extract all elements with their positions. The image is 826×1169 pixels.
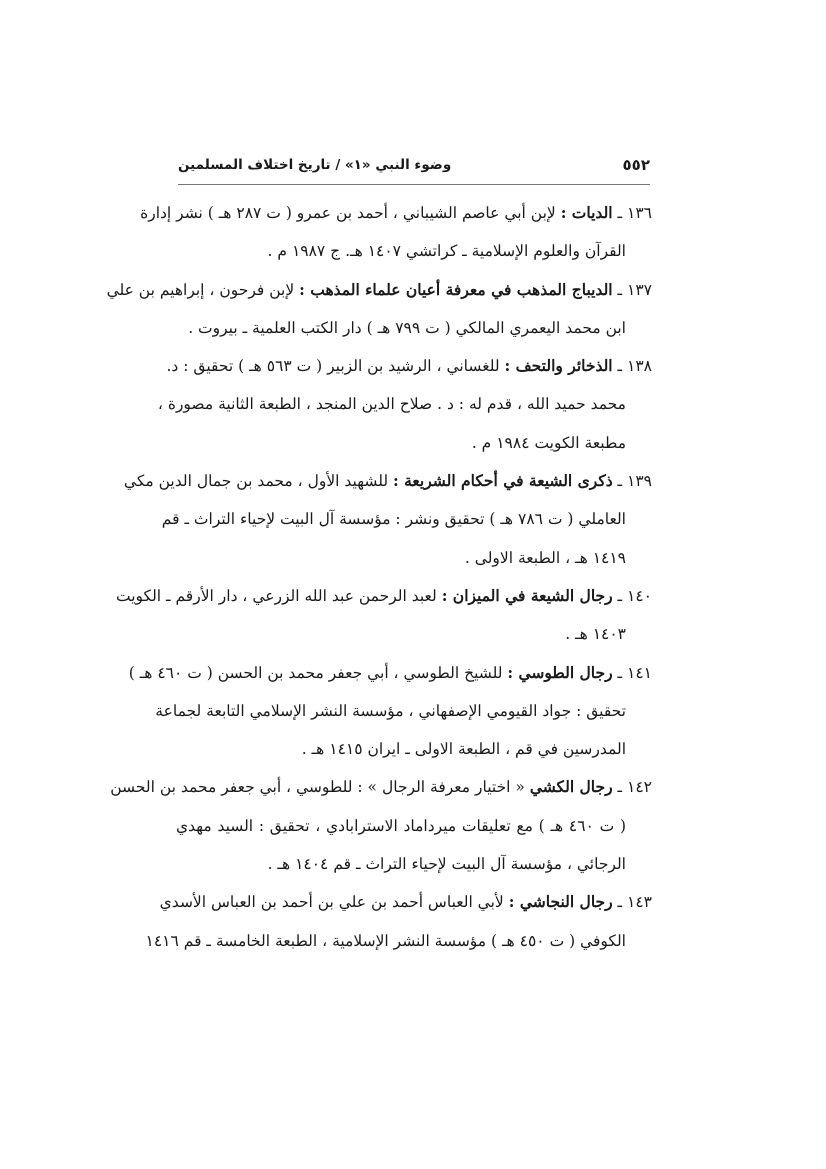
- entry-line: الرجائي ، مؤسسة آل البيت لإحياء التراث ـ قم ١٤٠٤ هـ .: [267, 855, 626, 874]
- entry-text: لعبد الرحمن عبد الله الزرعي ، دار الأرقم ـ الكويت: [115, 586, 437, 605]
- entry-line: ١٤٠٣ هـ .: [565, 625, 626, 644]
- bibliography-entry: [145, 883, 652, 960]
- entry-number: ١٤٠ ـ: [617, 586, 652, 605]
- entry-title: رجال الطوسي :: [507, 662, 613, 682]
- bibliography-entry: [110, 768, 652, 883]
- entry-number: ١٣٧ ـ: [617, 280, 652, 299]
- entry-first-line: [128, 654, 652, 692]
- bibliography-list: [106, 194, 652, 960]
- entry-line: محمد حميد الله ، قدم له : د . صلاح الدين المنجد ، الطبعة الثانية مصورة ،: [157, 395, 626, 414]
- entry-number: ١٤١ ـ: [617, 663, 652, 682]
- entry-title: الذخائر والتحف :: [504, 356, 613, 376]
- entry-line: العاملي ( ت ٧٨٦ هـ ) تحقيق ونشر : مؤسسة آل البيت لإحياء التراث ـ قم: [161, 510, 626, 529]
- entry-first-line: [166, 347, 652, 385]
- entry-text: لإبن فرحون ، إبراهيم بن علي: [106, 280, 295, 299]
- entry-first-line: [159, 883, 652, 921]
- entry-title: ذكرى الشيعة في أحكام الشريعة :: [393, 471, 613, 491]
- bibliography-entry: [128, 654, 652, 769]
- entry-title: رجال الكشي: [529, 777, 613, 797]
- header-divider: [178, 184, 650, 185]
- entry-first-line: [115, 577, 652, 615]
- entry-title: رجال النجاشي :: [508, 892, 613, 912]
- entry-text: للشيخ الطوسي ، أبي جعفر محمد بن الحسن ( ت ٤٦٠ هـ ): [128, 663, 503, 682]
- entry-line: ( ت ٤٦٠ هـ ) مع تعليقات ميرداماد الاسترابادي ، تحقيق : السيد مهدي: [176, 816, 626, 835]
- bibliography-entry: [157, 347, 652, 462]
- entry-text: لأبي العباس أحمد بن علي بن أحمد بن العباس الأسدي: [159, 893, 504, 912]
- running-header: [178, 150, 650, 180]
- bibliography-entry: [106, 271, 652, 348]
- entry-number: ١٣٩ ـ: [617, 472, 652, 491]
- entry-text: للغساني ، الرشيد بن الزبير ( ت ٥٦٣ هـ ) تحقيق : د.: [166, 357, 500, 376]
- page-number: ٥٥٢: [622, 156, 650, 174]
- entry-number: ١٣٦ ـ: [617, 204, 652, 222]
- entry-line: ١٤١٩ هـ ، الطبعة الاولى .: [464, 548, 626, 567]
- entry-number: ١٤٣ ـ: [617, 893, 652, 912]
- entry-line: ابن محمد اليعمري المالكي ( ت ٧٩٩ هـ ) دار الكتب العلمية ـ بيروت .: [188, 318, 626, 337]
- entry-number: ١٤٢ ـ: [617, 778, 652, 797]
- entry-first-line: [140, 194, 652, 232]
- entry-first-line: [123, 462, 652, 500]
- entry-title: الديات :: [560, 203, 613, 222]
- entry-line: المدرسين في قم ، الطبعة الاولى ـ ايران ١٤١٥ هـ .: [301, 740, 626, 759]
- entry-line: مطبعة الكويت ١٩٨٤ م .: [471, 433, 626, 452]
- entry-text: للشهيد الأول ، محمد بن جمال الدين مكي: [123, 472, 389, 491]
- entry-title: الديباج المذهب في معرفة أعيان علماء المذهب :: [299, 279, 613, 299]
- entry-text: لإبن أبي عاصم الشيباني ، أحمد بن عمرو ( ت ٢٨٧ هـ ) نشر إدارة: [140, 204, 556, 222]
- entry-first-line: [110, 768, 652, 806]
- entry-number: ١٣٨ ـ: [617, 357, 652, 376]
- entry-title: رجال الشيعة في الميزان :: [441, 585, 613, 605]
- entry-first-line: [106, 271, 652, 309]
- running-title: وضوء النبي «١» / تاريخ اختلاف المسلمين: [178, 157, 452, 173]
- entry-line: تحقيق : جواد القيومي الإصفهاني ، مؤسسة النشر الإسلامي التابعة لجماعة: [155, 701, 626, 720]
- entry-line: القرآن والعلوم الإسلامية ـ كراتشي ١٤٠٧ هـ. ج ١٩٨٧ م .: [267, 242, 626, 261]
- bibliography-entry: [115, 577, 652, 654]
- bibliography-entry: [140, 194, 652, 271]
- entry-line: الكوفي ( ت ٤٥٠ هـ ) مؤسسة النشر الإسلامية ، الطبعة الخامسة ـ قم ١٤١٦: [145, 931, 626, 950]
- bibliography-entry: [123, 462, 652, 577]
- entry-text: « اختيار معرفة الرجال » : للطوسي ، أبي جعفر محمد بن الحسن: [110, 778, 525, 797]
